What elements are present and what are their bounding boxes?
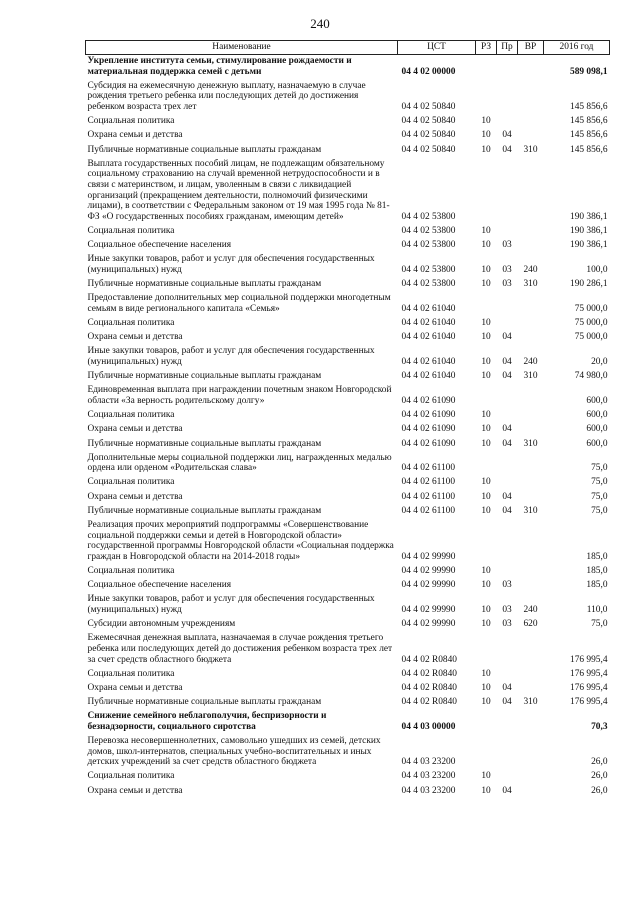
table-row bbox=[86, 317, 610, 331]
cell-sum: 176 995,4 bbox=[570, 668, 608, 679]
cell-sum: 190 386,1 bbox=[570, 211, 608, 222]
cell-vr bbox=[518, 632, 544, 667]
cell-vr bbox=[518, 317, 544, 331]
cell-name: Субсидии автономным учреждениям bbox=[87, 619, 236, 630]
table-row bbox=[86, 735, 610, 770]
cell-pr: 03 bbox=[502, 264, 512, 275]
cell-pr: 04 bbox=[502, 697, 512, 708]
cell-rz: 10 bbox=[481, 619, 491, 630]
cell-name: Укрепление института семьи, стимулирование рождаемости и материальная поддержка семей с детьми bbox=[87, 56, 352, 77]
cell-pr bbox=[497, 632, 518, 667]
cell-pr bbox=[497, 519, 518, 565]
cell-vr bbox=[518, 423, 544, 437]
table-row bbox=[86, 278, 610, 292]
cell-rz: 10 bbox=[481, 505, 491, 516]
table-row bbox=[86, 632, 610, 667]
table-row bbox=[86, 519, 610, 565]
cell-cst: 04 4 02 53800 bbox=[401, 211, 456, 222]
cell-name: Иные закупки товаров, работ и услуг для обеспечения государственных (муниципальных) нужд bbox=[87, 594, 375, 615]
table-row bbox=[86, 785, 610, 799]
cell-pr: 03 bbox=[502, 604, 512, 615]
cell-sum: 145 856,6 bbox=[570, 101, 608, 112]
cell-rz bbox=[476, 384, 497, 409]
cell-pr bbox=[497, 225, 518, 239]
table-row bbox=[86, 618, 610, 632]
cell-vr bbox=[518, 565, 544, 579]
cell-pr bbox=[497, 158, 518, 225]
cell-sum: 176 995,4 bbox=[570, 682, 608, 693]
cell-pr: 03 bbox=[502, 580, 512, 591]
cell-sum: 176 995,4 bbox=[570, 697, 608, 708]
cell-rz: 10 bbox=[481, 264, 491, 275]
cell-rz: 10 bbox=[481, 332, 491, 343]
cell-pr bbox=[497, 476, 518, 490]
cell-name: Ежемесячная денежная выплата, назначаемая в случае рождения третьего ребенка или последующих детей до достижения ребенком возраста трех лет за счет средств областного бюджета bbox=[87, 633, 393, 665]
cell-name: Снижение семейного неблагополучия, беспризорности и безнадзорности, социального сиротства bbox=[87, 711, 327, 732]
cell-sum: 70,3 bbox=[591, 721, 608, 732]
header-rz: РЗ bbox=[476, 41, 497, 55]
cell-rz: 10 bbox=[481, 240, 491, 251]
cell-rz: 10 bbox=[481, 371, 491, 382]
cell-pr bbox=[497, 565, 518, 579]
table-row bbox=[86, 80, 610, 115]
cell-vr bbox=[518, 115, 544, 129]
cell-pr bbox=[497, 409, 518, 423]
header-name: Наименование bbox=[86, 41, 398, 55]
table-row bbox=[86, 452, 610, 477]
cell-pr: 04 bbox=[502, 424, 512, 435]
cell-sum: 74 980,0 bbox=[574, 371, 608, 382]
cell-cst: 04 4 02 R0840 bbox=[401, 668, 457, 679]
cell-pr bbox=[497, 735, 518, 770]
cell-vr: 240 bbox=[523, 356, 538, 367]
cell-pr bbox=[497, 55, 518, 80]
cell-vr bbox=[518, 158, 544, 225]
table-header bbox=[86, 41, 610, 55]
cell-vr bbox=[518, 519, 544, 565]
cell-pr: 04 bbox=[502, 438, 512, 449]
cell-rz bbox=[476, 452, 497, 477]
table-row bbox=[86, 158, 610, 225]
table-row bbox=[86, 438, 610, 452]
cell-rz: 10 bbox=[481, 491, 491, 502]
cell-vr: 310 bbox=[523, 438, 538, 449]
cell-cst: 04 4 02 99990 bbox=[401, 566, 456, 576]
cell-pr bbox=[497, 292, 518, 317]
cell-rz: 10 bbox=[481, 668, 491, 679]
cell-sum: 75 000,0 bbox=[574, 332, 608, 343]
table-row bbox=[86, 253, 610, 278]
cell-sum: 190 386,1 bbox=[570, 225, 608, 236]
cell-name: Охрана семьи и детства bbox=[87, 682, 183, 693]
cell-vr: 240 bbox=[523, 264, 538, 275]
cell-cst: 04 4 02 R0840 bbox=[401, 654, 457, 665]
cell-name: Социальная политика bbox=[87, 668, 175, 679]
cell-cst: 04 4 02 61090 bbox=[401, 410, 456, 421]
cell-vr bbox=[518, 239, 544, 253]
cell-sum: 145 856,6 bbox=[570, 144, 608, 155]
table-row bbox=[86, 129, 610, 143]
table-row bbox=[86, 565, 610, 579]
table-row bbox=[86, 476, 610, 490]
table-row bbox=[86, 384, 610, 409]
cell-cst: 04 4 02 53800 bbox=[401, 264, 456, 275]
cell-pr: 03 bbox=[502, 619, 512, 630]
cell-cst: 04 4 02 50840 bbox=[401, 101, 456, 112]
cell-cst: 04 4 03 23200 bbox=[401, 771, 456, 782]
cell-vr: 310 bbox=[523, 144, 538, 155]
cell-sum: 75 000,0 bbox=[574, 303, 608, 314]
table-row bbox=[86, 409, 610, 423]
cell-name: Социальная политика bbox=[87, 318, 175, 328]
cell-cst: 04 4 02 50840 bbox=[401, 144, 456, 155]
cell-pr: 04 bbox=[502, 130, 512, 141]
cell-pr bbox=[497, 770, 518, 784]
cell-sum: 100,0 bbox=[586, 264, 608, 275]
cell-vr bbox=[518, 735, 544, 770]
cell-vr bbox=[518, 384, 544, 409]
cell-name: Единовременная выплата при награждении почетным знаком Новгородской области «За верность родительскому долгу» bbox=[87, 385, 392, 406]
cell-pr bbox=[497, 317, 518, 331]
cell-cst: 04 4 02 61090 bbox=[401, 395, 456, 406]
cell-name: Охрана семьи и детства bbox=[87, 424, 183, 435]
cell-vr bbox=[518, 129, 544, 143]
cell-sum: 75,0 bbox=[591, 619, 608, 630]
cell-sum: 145 856,6 bbox=[570, 130, 608, 141]
cell-sum: 600,0 bbox=[586, 424, 608, 435]
cell-vr bbox=[518, 491, 544, 505]
cell-sum: 190 286,1 bbox=[570, 279, 608, 290]
cell-cst: 04 4 02 00000 bbox=[401, 66, 456, 77]
cell-cst: 04 4 02 53800 bbox=[401, 279, 456, 290]
cell-sum: 185,0 bbox=[586, 580, 608, 591]
cell-sum: 75 000,0 bbox=[574, 318, 608, 328]
cell-name: Социальная политика bbox=[87, 116, 175, 127]
cell-vr bbox=[518, 452, 544, 477]
cell-name: Дополнительные меры социальной поддержки лиц, награжденных медалью ордена или орденом «Родительская слава» bbox=[87, 452, 392, 474]
cell-name: Перевозка несовершеннолетних, самовольно ушедших из семей, детских домов, школ-интернатов, специальных учебно-воспитательных и иных детских учреждений за счет средств областного бюджета bbox=[87, 736, 381, 768]
cell-rz bbox=[476, 158, 497, 225]
header-year: 2016 год bbox=[544, 41, 610, 55]
cell-sum: 589 098,1 bbox=[570, 66, 608, 77]
cell-cst: 04 4 02 99990 bbox=[401, 619, 456, 630]
cell-name: Социальная политика bbox=[87, 410, 175, 421]
cell-cst: 04 4 02 61090 bbox=[401, 424, 456, 435]
cell-rz: 10 bbox=[481, 771, 491, 782]
cell-rz: 10 bbox=[481, 356, 491, 367]
cell-pr bbox=[497, 452, 518, 477]
cell-rz: 10 bbox=[481, 566, 491, 576]
cell-rz bbox=[476, 632, 497, 667]
cell-sum: 600,0 bbox=[586, 395, 608, 406]
cell-name: Охрана семьи и детства bbox=[87, 130, 183, 141]
cell-cst: 04 4 02 61090 bbox=[401, 438, 456, 449]
cell-name: Социальная политика bbox=[87, 566, 175, 576]
cell-rz: 10 bbox=[481, 130, 491, 141]
cell-rz: 10 bbox=[481, 424, 491, 435]
cell-sum: 600,0 bbox=[586, 438, 608, 449]
cell-pr: 04 bbox=[502, 785, 512, 796]
cell-vr bbox=[518, 668, 544, 682]
cell-vr bbox=[518, 409, 544, 423]
cell-cst: 04 4 02 50840 bbox=[401, 130, 456, 141]
cell-sum: 26,0 bbox=[591, 785, 608, 796]
budget-table bbox=[85, 40, 610, 799]
cell-rz: 10 bbox=[481, 682, 491, 693]
cell-vr bbox=[518, 225, 544, 239]
cell-pr bbox=[497, 115, 518, 129]
cell-cst: 04 4 02 R0840 bbox=[401, 697, 457, 708]
table-row bbox=[86, 668, 610, 682]
cell-cst: 04 4 02 61040 bbox=[401, 318, 456, 328]
cell-name: Публичные нормативные социальные выплаты гражданам bbox=[87, 279, 322, 290]
table-row bbox=[86, 579, 610, 593]
cell-name: Субсидия на ежемесячную денежную выплату, назначаемую в случае рождения третьего ребенка или последующих детей до достижения ребенком возраста трех лет bbox=[87, 80, 366, 112]
table-row bbox=[86, 593, 610, 618]
cell-vr bbox=[518, 682, 544, 696]
cell-pr: 04 bbox=[502, 491, 512, 502]
table-row bbox=[86, 770, 610, 784]
cell-name: Предоставление дополнительных мер социальной поддержки многодетным семьям в виде регионального капитала «Семья» bbox=[87, 293, 391, 314]
cell-name: Социальное обеспечение населения bbox=[87, 240, 232, 251]
cell-name: Публичные нормативные социальные выплаты гражданам bbox=[87, 144, 322, 155]
cell-name: Иные закупки товаров, работ и услуг для обеспечения государственных (муниципальных) нужд bbox=[87, 346, 375, 367]
cell-cst: 04 4 02 53800 bbox=[401, 225, 456, 236]
cell-rz bbox=[476, 710, 497, 735]
cell-cst: 04 4 03 23200 bbox=[401, 785, 456, 796]
cell-vr bbox=[518, 476, 544, 490]
cell-vr: 310 bbox=[523, 505, 538, 516]
table-row bbox=[86, 115, 610, 129]
cell-vr bbox=[518, 785, 544, 799]
cell-rz: 10 bbox=[481, 116, 491, 127]
cell-cst: 04 4 02 61100 bbox=[401, 463, 456, 474]
cell-sum: 75,0 bbox=[591, 463, 608, 474]
table-row bbox=[86, 682, 610, 696]
cell-rz: 10 bbox=[481, 279, 491, 290]
cell-name: Реализация прочих мероприятий подпрограммы «Совершенствование социальной поддержки семьи и детей в Новгородской области» государственной программы Новгородской области «Социальная поддержка граждан в Новгородской области на 2014-2018 годы» bbox=[87, 520, 394, 562]
cell-name: Социальная политика bbox=[87, 225, 175, 236]
cell-name: Социальная политика bbox=[87, 771, 175, 782]
cell-pr bbox=[497, 710, 518, 735]
cell-pr: 04 bbox=[502, 332, 512, 343]
cell-sum: 185,0 bbox=[586, 551, 608, 562]
cell-cst: 04 4 02 61040 bbox=[401, 303, 456, 314]
cell-rz: 10 bbox=[481, 477, 491, 488]
table-row bbox=[86, 345, 610, 370]
cell-pr: 04 bbox=[502, 144, 512, 155]
cell-sum: 145 856,6 bbox=[570, 116, 608, 127]
cell-cst: 04 4 02 61100 bbox=[401, 477, 456, 488]
cell-cst: 04 4 02 61100 bbox=[401, 505, 456, 516]
cell-cst: 04 4 03 00000 bbox=[401, 721, 456, 732]
cell-name: Охрана семьи и детства bbox=[87, 785, 183, 796]
cell-cst: 04 4 02 61100 bbox=[401, 491, 456, 502]
cell-sum: 600,0 bbox=[586, 410, 608, 421]
cell-rz: 10 bbox=[481, 697, 491, 708]
table-row bbox=[86, 423, 610, 437]
cell-cst: 04 4 02 99990 bbox=[401, 551, 456, 562]
table-row bbox=[86, 225, 610, 239]
cell-pr bbox=[497, 384, 518, 409]
cell-vr: 310 bbox=[523, 371, 538, 382]
cell-rz: 10 bbox=[481, 580, 491, 591]
cell-pr bbox=[497, 80, 518, 115]
cell-cst: 04 4 02 R0840 bbox=[401, 682, 457, 693]
table-row bbox=[86, 144, 610, 158]
header-cst: ЦСТ bbox=[398, 41, 476, 55]
cell-sum: 75,0 bbox=[591, 491, 608, 502]
table-row bbox=[86, 505, 610, 519]
cell-cst: 04 4 02 61040 bbox=[401, 332, 456, 343]
cell-sum: 26,0 bbox=[591, 771, 608, 782]
cell-rz: 10 bbox=[481, 785, 491, 796]
cell-vr bbox=[518, 292, 544, 317]
cell-name: Социальная политика bbox=[87, 477, 175, 488]
cell-sum: 75,0 bbox=[591, 477, 608, 488]
cell-cst: 04 4 02 53800 bbox=[401, 240, 456, 251]
header-pr: Пр bbox=[497, 41, 518, 55]
table-row bbox=[86, 491, 610, 505]
cell-pr: 03 bbox=[502, 279, 512, 290]
cell-pr bbox=[497, 668, 518, 682]
header-vr: ВР bbox=[518, 41, 544, 55]
cell-vr: 310 bbox=[523, 279, 538, 290]
cell-rz bbox=[476, 519, 497, 565]
cell-vr bbox=[518, 710, 544, 735]
table-row bbox=[86, 239, 610, 253]
cell-name: Охрана семьи и детства bbox=[87, 491, 183, 502]
cell-rz: 10 bbox=[481, 225, 491, 236]
cell-vr bbox=[518, 331, 544, 345]
cell-rz bbox=[476, 735, 497, 770]
cell-vr: 310 bbox=[523, 697, 538, 708]
cell-rz: 10 bbox=[481, 318, 491, 328]
cell-pr: 04 bbox=[502, 371, 512, 382]
table-row bbox=[86, 696, 610, 710]
table-row bbox=[86, 292, 610, 317]
cell-pr: 04 bbox=[502, 682, 512, 693]
cell-pr: 04 bbox=[502, 356, 512, 367]
cell-cst: 04 4 02 99990 bbox=[401, 604, 456, 615]
cell-name: Публичные нормативные социальные выплаты гражданам bbox=[87, 697, 322, 708]
cell-cst: 04 4 02 61040 bbox=[401, 356, 456, 367]
cell-rz bbox=[476, 80, 497, 115]
cell-name: Социальное обеспечение населения bbox=[87, 580, 232, 591]
cell-name: Публичные нормативные социальные выплаты гражданам bbox=[87, 505, 322, 516]
cell-sum: 176 995,4 bbox=[570, 654, 608, 665]
cell-sum: 190 386,1 bbox=[570, 240, 608, 251]
cell-name: Иные закупки товаров, работ и услуг для обеспечения государственных (муниципальных) нужд bbox=[87, 254, 375, 275]
cell-vr: 620 bbox=[523, 619, 538, 630]
cell-vr bbox=[518, 80, 544, 115]
cell-vr bbox=[518, 55, 544, 80]
cell-sum: 185,0 bbox=[586, 566, 608, 576]
cell-vr: 240 bbox=[523, 604, 538, 615]
cell-sum: 26,0 bbox=[591, 757, 608, 768]
cell-vr bbox=[518, 770, 544, 784]
cell-name: Публичные нормативные социальные выплаты гражданам bbox=[87, 438, 322, 449]
cell-cst: 04 4 02 99990 bbox=[401, 580, 456, 591]
cell-pr: 04 bbox=[502, 505, 512, 516]
table-body bbox=[86, 55, 610, 799]
cell-rz: 10 bbox=[481, 410, 491, 421]
cell-vr bbox=[518, 579, 544, 593]
cell-rz: 10 bbox=[481, 604, 491, 615]
cell-sum: 110,0 bbox=[586, 604, 608, 615]
cell-cst: 04 4 02 50840 bbox=[401, 116, 456, 127]
cell-rz bbox=[476, 292, 497, 317]
cell-rz: 10 bbox=[481, 438, 491, 449]
table-row bbox=[86, 710, 610, 735]
cell-name: Выплата государственных пособий лицам, не подлежащим обязательному социальному страхованию на случай временной нетрудоспособности и в связи с материнством, и лицам, уволенным в связи с ликвидацией организаций (прекращением деятельности, полномочий физическими лицами), в соответствии с Федеральным законом от 19 мая 1995 года № 81-ФЗ «О государственных пособиях гражданам, имеющим детей» bbox=[87, 158, 390, 222]
cell-rz: 10 bbox=[481, 144, 491, 155]
cell-sum: 20,0 bbox=[591, 356, 608, 367]
cell-sum: 75,0 bbox=[591, 505, 608, 516]
page-number: 240 bbox=[310, 16, 330, 31]
cell-cst: 04 4 02 61040 bbox=[401, 371, 456, 382]
cell-cst: 04 4 03 23200 bbox=[401, 757, 456, 768]
cell-name: Публичные нормативные социальные выплаты гражданам bbox=[87, 371, 322, 382]
cell-rz bbox=[476, 55, 497, 80]
cell-name: Охрана семьи и детства bbox=[87, 332, 183, 343]
cell-pr: 03 bbox=[502, 240, 512, 251]
table-row bbox=[86, 331, 610, 345]
table-row bbox=[86, 55, 610, 80]
table-row bbox=[86, 370, 610, 384]
